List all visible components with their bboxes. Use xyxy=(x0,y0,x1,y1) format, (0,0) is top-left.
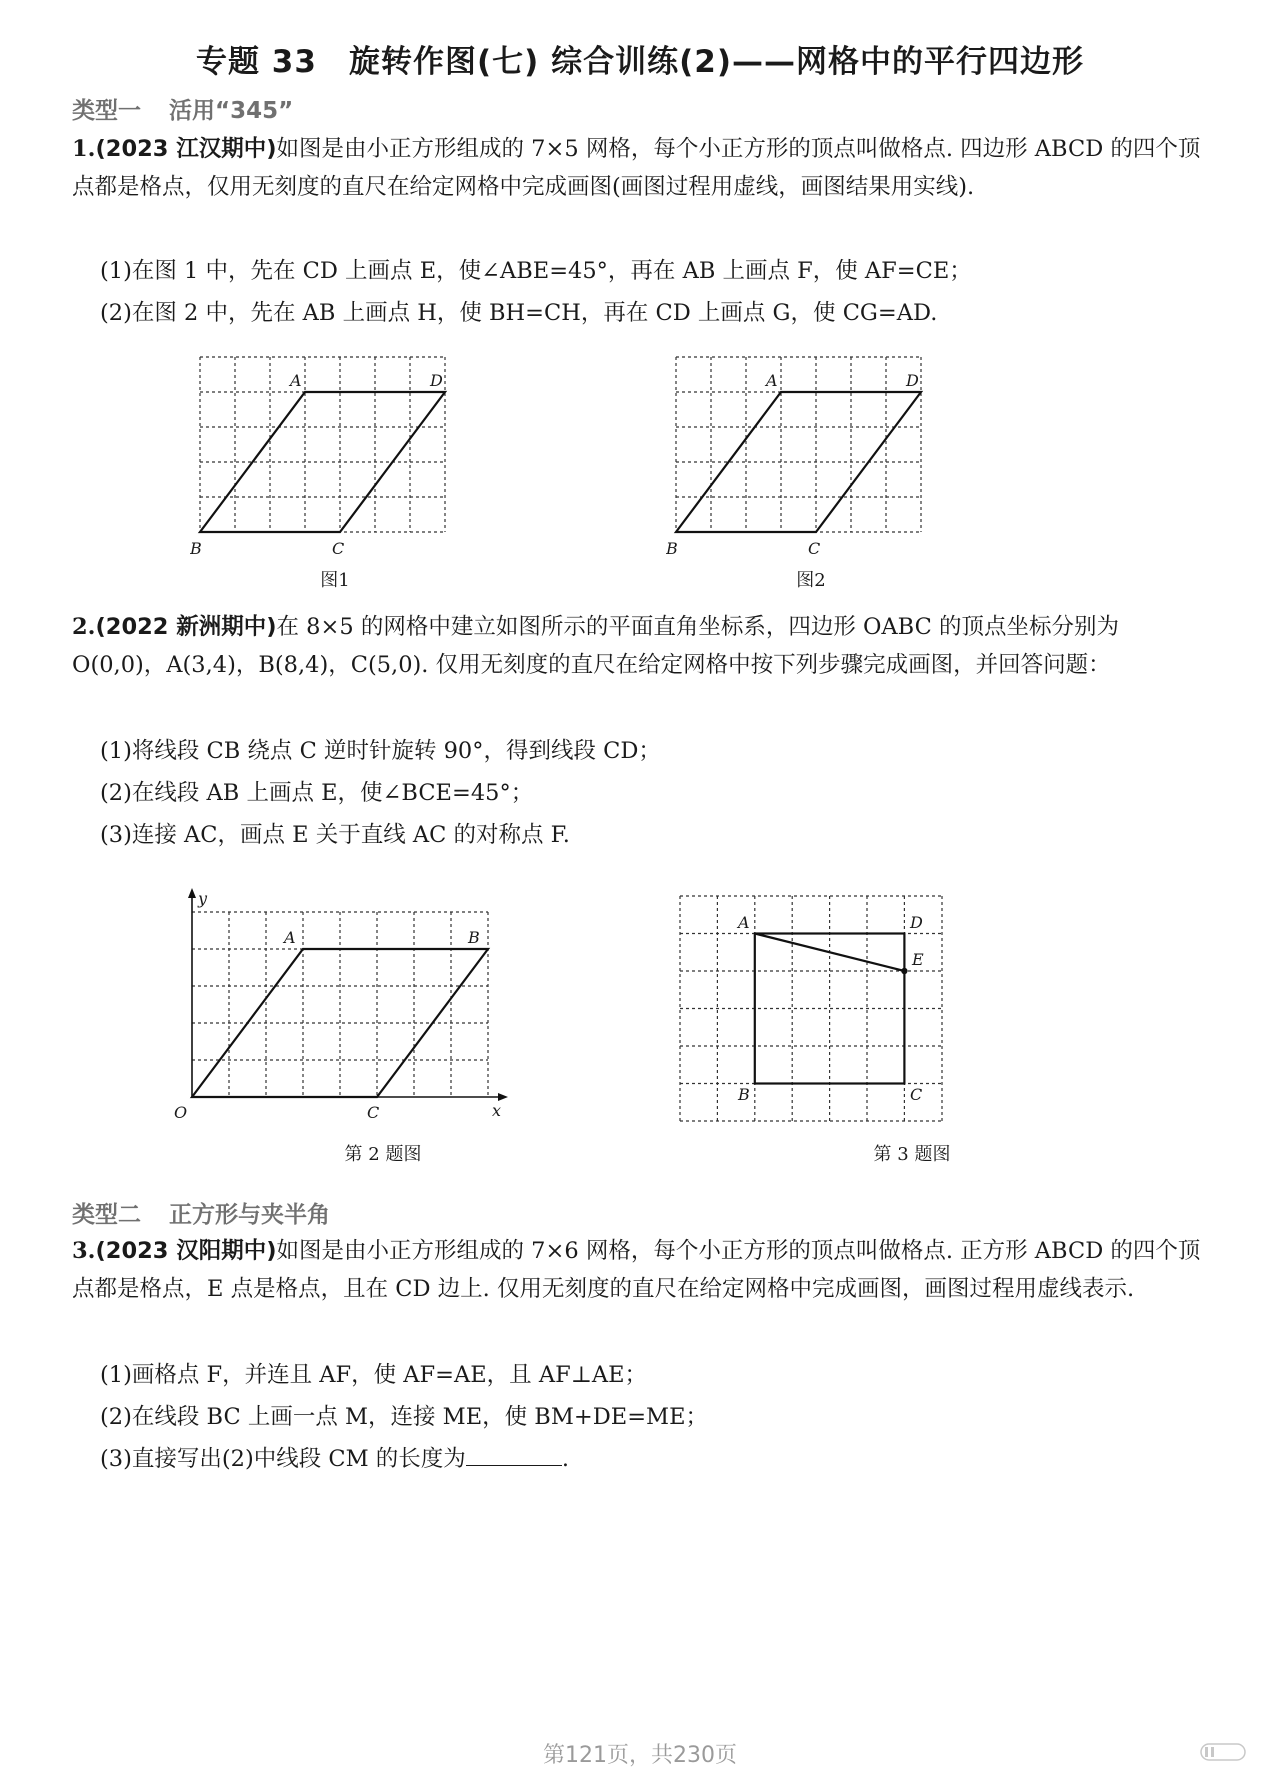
question-number: 2. xyxy=(72,614,96,640)
q3-part-3-text: (3)直接写出(2)中线段 CM 的长度为 xyxy=(100,1446,466,1472)
point-e xyxy=(901,968,907,974)
q1-part-2: (2)在图 2 中，先在 AB 上画点 H，使 BH=CH，再在 CD 上画点 G，使 CG=AD. xyxy=(100,300,938,326)
question-text: 如图是由小正方形组成的 7×5 网格，每个小正方形的顶点叫做格点. 四边形 ABCD 的四个顶点都是格点，仅用无刻度的直尺在给定网格中完成画图(画图过程用虚线，画图结果用实线). xyxy=(72,136,1201,200)
label-C: C xyxy=(910,1085,923,1104)
answer-blank[interactable] xyxy=(466,1447,562,1466)
section-heading-1 xyxy=(72,92,293,125)
section-heading-2 xyxy=(72,1196,330,1229)
scroll-handle-icon[interactable] xyxy=(1200,1742,1246,1762)
y-axis-arrow-icon xyxy=(188,888,196,898)
q3-part-2: (2)在线段 BC 上画一点 M，连接 ME，使 BM+DE=ME； xyxy=(100,1404,709,1430)
question-number: 1. xyxy=(72,136,96,162)
question-2-figure-caption: 第 2 题图 xyxy=(344,1144,422,1165)
section-label: 类型二 xyxy=(72,1202,141,1228)
q2-part-1: (1)将线段 CB 绕点 C 逆时针旋转 90°，得到线段 CD； xyxy=(100,738,661,764)
label-A: A xyxy=(290,371,302,390)
page-title: 专题 33 旋转作图(七) 综合训练(2)——网格中的平行四边形 xyxy=(196,44,1084,80)
label-C: C xyxy=(367,1103,380,1122)
label-B: B xyxy=(666,539,678,558)
q3-part-1: (1)画格点 F，并连且 AF，使 AF=AE，且 AF⊥AE； xyxy=(100,1362,648,1388)
figure-2-grid xyxy=(666,352,956,568)
question-source: (2022 新洲期中) xyxy=(95,614,277,640)
label-A: A xyxy=(738,913,750,932)
label-C: C xyxy=(332,539,345,558)
label-C: C xyxy=(808,539,821,558)
label-x: x xyxy=(492,1101,502,1120)
x-axis-arrow-icon xyxy=(498,1093,508,1101)
label-B: B xyxy=(190,539,202,558)
q3-part-3 xyxy=(100,1440,569,1478)
label-B: B xyxy=(468,928,480,947)
question-3-figure-caption: 第 3 题图 xyxy=(873,1144,951,1165)
label-A: A xyxy=(284,928,296,947)
question-3-figure xyxy=(668,888,978,1138)
q2-part-3: (3)连接 AC，画点 E 关于直线 AC 的对称点 F. xyxy=(100,822,570,848)
q2-part-2: (2)在线段 AB 上画点 E，使∠BCE=45°； xyxy=(100,780,534,806)
question-text: 在 8×5 的网格中建立如图所示的平面直角坐标系，四边形 OABC 的顶点坐标分别为 O(0,0)，A(3,4)，B(8,4)，C(5,0). 仅用无刻度的直尺在给定网格中按下列步骤完成画图，并回答问题： xyxy=(72,614,1119,678)
question-2-figure xyxy=(168,878,518,1138)
label-O: O xyxy=(174,1103,188,1122)
q1-part-1: (1)在图 1 中，先在 CD 上画点 E，使∠ABE=45°，再在 AB 上画点 F，使 AF=CE； xyxy=(100,258,972,284)
label-B: B xyxy=(738,1085,750,1104)
figure-1-caption: 图1 xyxy=(320,570,350,591)
question-number: 3. xyxy=(72,1238,96,1264)
question-source: (2023 汉阳期中) xyxy=(95,1238,277,1264)
q3-part-3-suffix: . xyxy=(561,1446,569,1472)
label-D: D xyxy=(430,371,443,390)
label-A: A xyxy=(766,371,778,390)
question-text: 如图是由小正方形组成的 7×6 网格，每个小正方形的顶点叫做格点. 正方形 ABCD 的四个顶点都是格点，E 点是格点，且在 CD 边上. 仅用无刻度的直尺在给定网格中完成画图，画图过程用虚线表示. xyxy=(72,1238,1201,1302)
figure-1-grid xyxy=(190,352,480,568)
section-name: 活用“345” xyxy=(169,98,294,124)
question-1 xyxy=(72,130,1212,206)
question-2 xyxy=(72,608,1212,684)
label-E: E xyxy=(912,950,924,969)
question-source: (2023 江汉期中) xyxy=(95,136,277,162)
label-y: y xyxy=(198,889,208,908)
question-3 xyxy=(72,1232,1212,1308)
section-name: 正方形与夹半角 xyxy=(169,1202,330,1228)
section-label: 类型一 xyxy=(72,98,141,124)
label-D: D xyxy=(906,371,919,390)
label-D: D xyxy=(910,913,923,932)
page-indicator: 第121页，共230页 xyxy=(543,1743,737,1768)
figure-2-caption: 图2 xyxy=(796,570,826,591)
